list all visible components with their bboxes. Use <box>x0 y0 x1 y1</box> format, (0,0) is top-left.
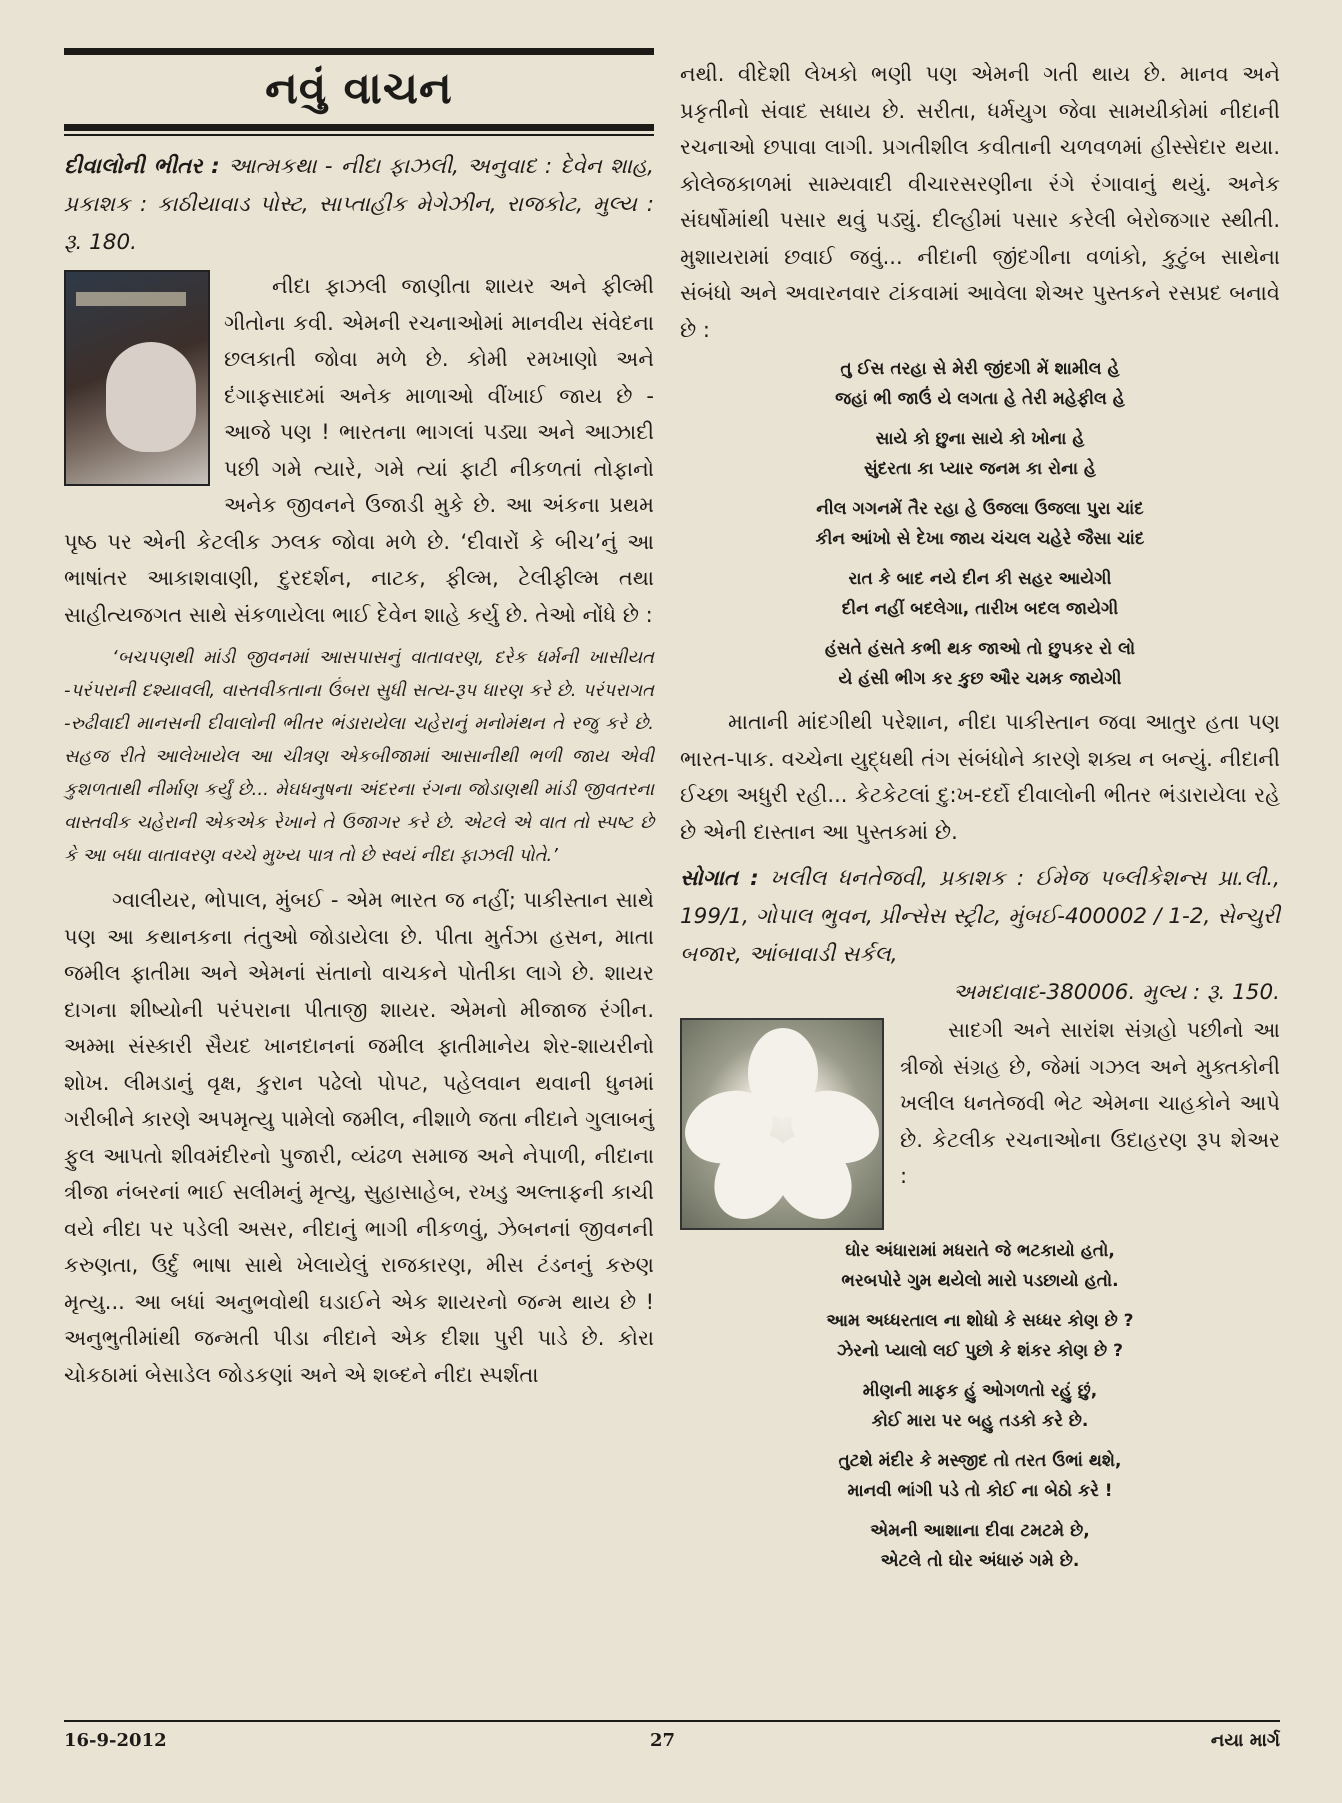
poem-stanza <box>680 1236 1280 1296</box>
flower-photo-icon <box>680 1018 884 1230</box>
footer-rule <box>64 1720 1280 1722</box>
poem-line: માનવી ભાંગી પડે તો કોઈ ના બેઠો કરે ! <box>847 1481 1113 1501</box>
entry2-details: ખલીલ ધનતેજવી, પ્રકાશક : ઈમેજ પબ્લીકેશન્સ પ્રા.લી., 199/1, ગોપાલ ભુવન, પ્રીન્સેસ સ્ટ્રીટ, મુંબઈ-400002 / 1-2, સેન્ચુરી બજાર, આંબાવાડી સર્કલ, <box>680 866 1280 967</box>
book-cover-photo-icon <box>64 270 210 486</box>
poem-line: યે હંસી ભીગ કર કુછ ઔર ચમક જાયેગી <box>838 669 1122 689</box>
entry1-quote: ‘બચપણથી માંડી જીવનમાં આસપાસનું વાતાવરણ, દરેક ધર્મની ખાસીયત -પરંપરાની દશ્યાવલી, વાસ્તવીકતાના ઉંબરા સુધી સત્ય-રૂપ ધારણ કરે છે. પરંપરાગત -રુઢીવાદી માનસની દીવાલોની ભીતર ભંડારાયેલા ચહેરાનું મનોમંથન તે રજુ કરે છે. સહજ રીતે આલેખાયેલ આ ચીત્રણ એકબીજામાં આસાનીથી ભળી જાય એવી કુશળતાથી નીર્માણ કર્યું છે... મેઘધનુષના અંદરના રંગના જોડાણથી માંડી જીવતરના વાસ્તવીક ચહેરાની એકએક રેખાને તે ઉજાગર કરે છે. એટલે એ વાત તો સ્પષ્ટ છે કે આ બધા વાતાવરણ વચ્ચે મુખ્ય પાત્ર તો છે સ્વયં નીદા ફાઝલી પોતે.’ <box>64 647 654 866</box>
entry2-details-end: અમદાવાદ-380006. મુલ્ય : રૂ. 150. <box>952 980 1280 1005</box>
entry1-paragraph2: ગ્વાલીયર, ભોપાલ, મુંબઈ - એમ ભારત જ નહીં; પાકીસ્તાન સાથે પણ આ કથાનકના તંતુઓ જોડાયેલા છે. પીતા મુર્તઝા હસન, માતા જમીલ ફાતીમા અને એમનાં સંતાનો વાચકને પોતીકા લાગે છે. શાયર દાગના શીષ્યોની પરંપરાના પીતાજી શાયર. એમનો મીજાજ રંગીન. અમ્મા સંસ્કારી સૈયદ ખાનદાનનાં જમીલ ફાતીમાનેય શેર-શાયરીનો શોખ. લીમડાનું વૃક્ષ, કુરાન પઢેલો પોપટ, પહેલવાન થવાની ધુનમાં ગરીબીને કારણે અપમૃત્યુ પામેલો જમીલ, નીશાળે જતા નીદાને ગુલાબનું ફુલ આપતો શીવમંદીરનો પુજારી, વ્યંઢળ સમાજ અને નેપાળી, નીદાના ત્રીજા નંબરનાં ભાઈ સલીમનું મૃત્યુ, સુહાસાહેબ, રખડુ અલ્તાફની કાચી વયે નીદા પર પડેલી અસર, નીદાનું ભાગી નીકળવું, ઝેબનનાં જીવનની કરુણતા, ઉર્દુ ભાષા સાથે ખેલાયેલું રાજકારણ, મીસ ટંડનનું કરુણ મૃત્યુ... આ બધાં અનુભવોથી ઘડાઈને એક શાયરનો જન્મ થાય છે ! અનુભુતીમાંથી જન્મતી પીડા નીદાને એક દીશા પુરી પાડે છે. કોરા ચોકઠામાં બેસાડેલ જોડકણાં અને એ શબ્દને નીદા સ્પર્શતા <box>64 888 654 1387</box>
poem-line: એમની આશાના દીવા ટમટમે છે, <box>870 1521 1090 1541</box>
poem-line: દીન નહીં બદલેગા, તારીખ બદલ જાયેગી <box>841 599 1119 619</box>
poem-stanza <box>680 1306 1280 1366</box>
entry2-heading <box>680 860 1280 974</box>
entry2-paragraph1: સાદગી અને સારાંશ સંગ્રહો પછીનો આ ત્રીજો સંગ્રહ છે, જેમાં ગઝલ અને મુક્તકોની ખલીલ ધનતેજવી ભેટ એમના ચાહકોને આપે છે. કેટલીક રચનાઓના ઉદાહરણ રૂપ શેઅર : <box>900 1018 1280 1188</box>
section-title: નવું વાચન <box>265 63 453 114</box>
poem-line: નીલ ગગનમેં તૈર રહા હે ઉજલા ઉજલા પુરા ચાંદ <box>816 499 1144 519</box>
left-column <box>64 48 654 1393</box>
entry1-paragraph4: માતાની માંદગીથી પરેશાન, નીદા પાકીસ્તાન જવા આતુર હતા પણ ભારત-પાક. વચ્ચેના યુદ્ધથી તંગ સંબંધોને કારણે શક્ય ન બન્યું. નીદાની ઈચ્છા અધુરી રહી... કેટકેટલાં દુ:ખ-દર્દો દીવાલોની ભીતર ભંડારાયેલા રહે છે એની દાસ્તાન આ પુસ્તકમાં છે. <box>680 710 1280 844</box>
poem-line: સુંદરતા કા પ્યાર જનમ કા રોના હે <box>863 459 1096 479</box>
entry1-paragraph1: નીદા ફાઝલી જાણીતા શાયર અને ફીલ્મી ગીતોના કવી. એમની રચનાઓમાં માનવીય સંવેદના છલકાતી જોવા મળે છે. કોમી રમખાણો અને દંગાફસાદમાં અનેક માળાઓ વીંખાઈ જાય છે - આજે પણ ! ભારતના ભાગલાં પડ્યા અને આઝાદી પછી ગમે ત્યારે, ગમે ત્યાં ફાટી નીકળતાં તોફાનો અનેક જીવનને ઉજાડી મુકે છે. આ અંકના પ્રથમ પૃષ્ઠ પર એની કેટલીક ઝલક જોવા મળે છે. ‘દીવારોં કે બીચ’નું આ ભાષાંતર આકાશવાણી, દુરદર્શન, નાટક, ફીલ્મ, ટેલીફીલ્મ તથા સાહીત્યજગત સાથે સંકળાયેલા ભાઈ દેવેન શાહે કર્યુ છે. તેઓ નોંધે છે : <box>64 274 654 627</box>
poem-line: ઝેરનો પ્યાલો લઈ પુછો કે શંકર કોણ છે ? <box>837 1341 1123 1361</box>
poem-stanza <box>680 354 1280 414</box>
poem-line: રાત કે બાદ નયે દીન કી સહર આયેગી <box>848 569 1112 589</box>
poem-stanza <box>680 1376 1280 1436</box>
poem-line: ઘોર અંધારામાં મધરાતે જે ભટકાયો હતો, <box>845 1241 1115 1261</box>
poem-stanza <box>680 494 1280 554</box>
entry1-poem <box>680 354 1280 694</box>
cover-title-band <box>76 292 186 306</box>
poem-line: કોઈ મારા પર બહુ તડકો કરે છે. <box>871 1411 1089 1431</box>
magazine-name: નયા માર્ગ <box>1210 1730 1280 1751</box>
poem-stanza <box>680 564 1280 624</box>
entry1-heading <box>64 148 654 262</box>
entry2-poem <box>680 1236 1280 1576</box>
author-face <box>106 342 196 452</box>
poem-line: હંસતે હંસતે કભી થક જાઓ તો છુપકર રો લો <box>824 639 1136 659</box>
poem-line: સાયે કો છુના સાયે કો ખોના હે <box>875 429 1085 449</box>
right-column <box>680 56 1280 1586</box>
poem-stanza <box>680 1516 1280 1576</box>
poem-line: જહાં ભી જાઉં યે લગતા હે તેરી મહેફીલ હે <box>835 389 1125 409</box>
poem-line: ભરબપોરે ગુમ થયેલો મારો પડછાયો હતો. <box>841 1271 1119 1291</box>
poem-line: કીન આંખો સે દેખા જાય ચંચલ ચહેરે જૈસા ચાંદ <box>815 529 1145 549</box>
header-rule-bottom <box>64 124 654 131</box>
poem-stanza <box>680 424 1280 484</box>
poem-line: તુ ઈસ તરહા સે મેરી જીંદગી મેં શામીલ હે <box>840 359 1120 379</box>
header-rule-thin <box>64 134 654 136</box>
footer-date: 16-9-2012 <box>64 1730 167 1751</box>
poem-stanza <box>680 634 1280 694</box>
poem-stanza <box>680 1446 1280 1506</box>
poem-line: તુટશે મંદીર કે મસ્જીદ તો તરત ઉભાં થશે, <box>838 1451 1122 1471</box>
entry1-paragraph3: નથી. વીદેશી લેખકો ભણી પણ એમની ગતી થાય છે. માનવ અને પ્રકૃતીનો સંવાદ સધાય છે. સરીતા, ધર્મયુગ જેવા સામયીકોમાં નીદાની રચનાઓ છપાવા લાગી. પ્રગતીશીલ કવીતાની ચળવળમાં હીસ્સેદાર થયા. કોલેજકાળમાં સામ્યવાદી વીચારસરણીના રંગે રંગાવાનું થયું. અનેક સંઘર્ષોમાંથી પસાર થવું પડ્યું. દીલ્હીમાં પસાર કરેલી બેરોજગાર સ્થીતી. મુશાયરામાં છવાઈ જવું... નીદાની જીંદગીના વળાંકો, કુટુંબ સાથેના સંબંધો અને અવારનવાર ટાંકવામાં આવેલા શેઅર પુસ્તકને રસપ્રદ બનાવે છે : <box>680 62 1280 342</box>
poem-line: આમ અધ્ધરતાલ ના શોધો કે સધ્ધર કોણ છે ? <box>826 1311 1134 1331</box>
entry1-details: આત્મકથા - નીદા ફાઝલી, અનુવાદ : દેવેન શાહ, પ્રકાશક : કાઠીયાવાડ પોસ્ટ, સાપ્તાહીક મેગેઝીન, રાજકોટ, મુલ્ય : રૂ. 180. <box>64 154 655 255</box>
entry1-title: દીવાલોની ભીતર : <box>64 154 220 179</box>
entry2-title: સોગાત : <box>680 866 759 891</box>
poem-line: મીણની માફક હું ઓગળતો રહું છું, <box>862 1381 1098 1401</box>
page-number: 27 <box>650 1730 676 1751</box>
poem-line: એટલે તો ઘોર અંધારું ગમે છે. <box>880 1551 1080 1571</box>
header-rule-top <box>64 48 654 55</box>
